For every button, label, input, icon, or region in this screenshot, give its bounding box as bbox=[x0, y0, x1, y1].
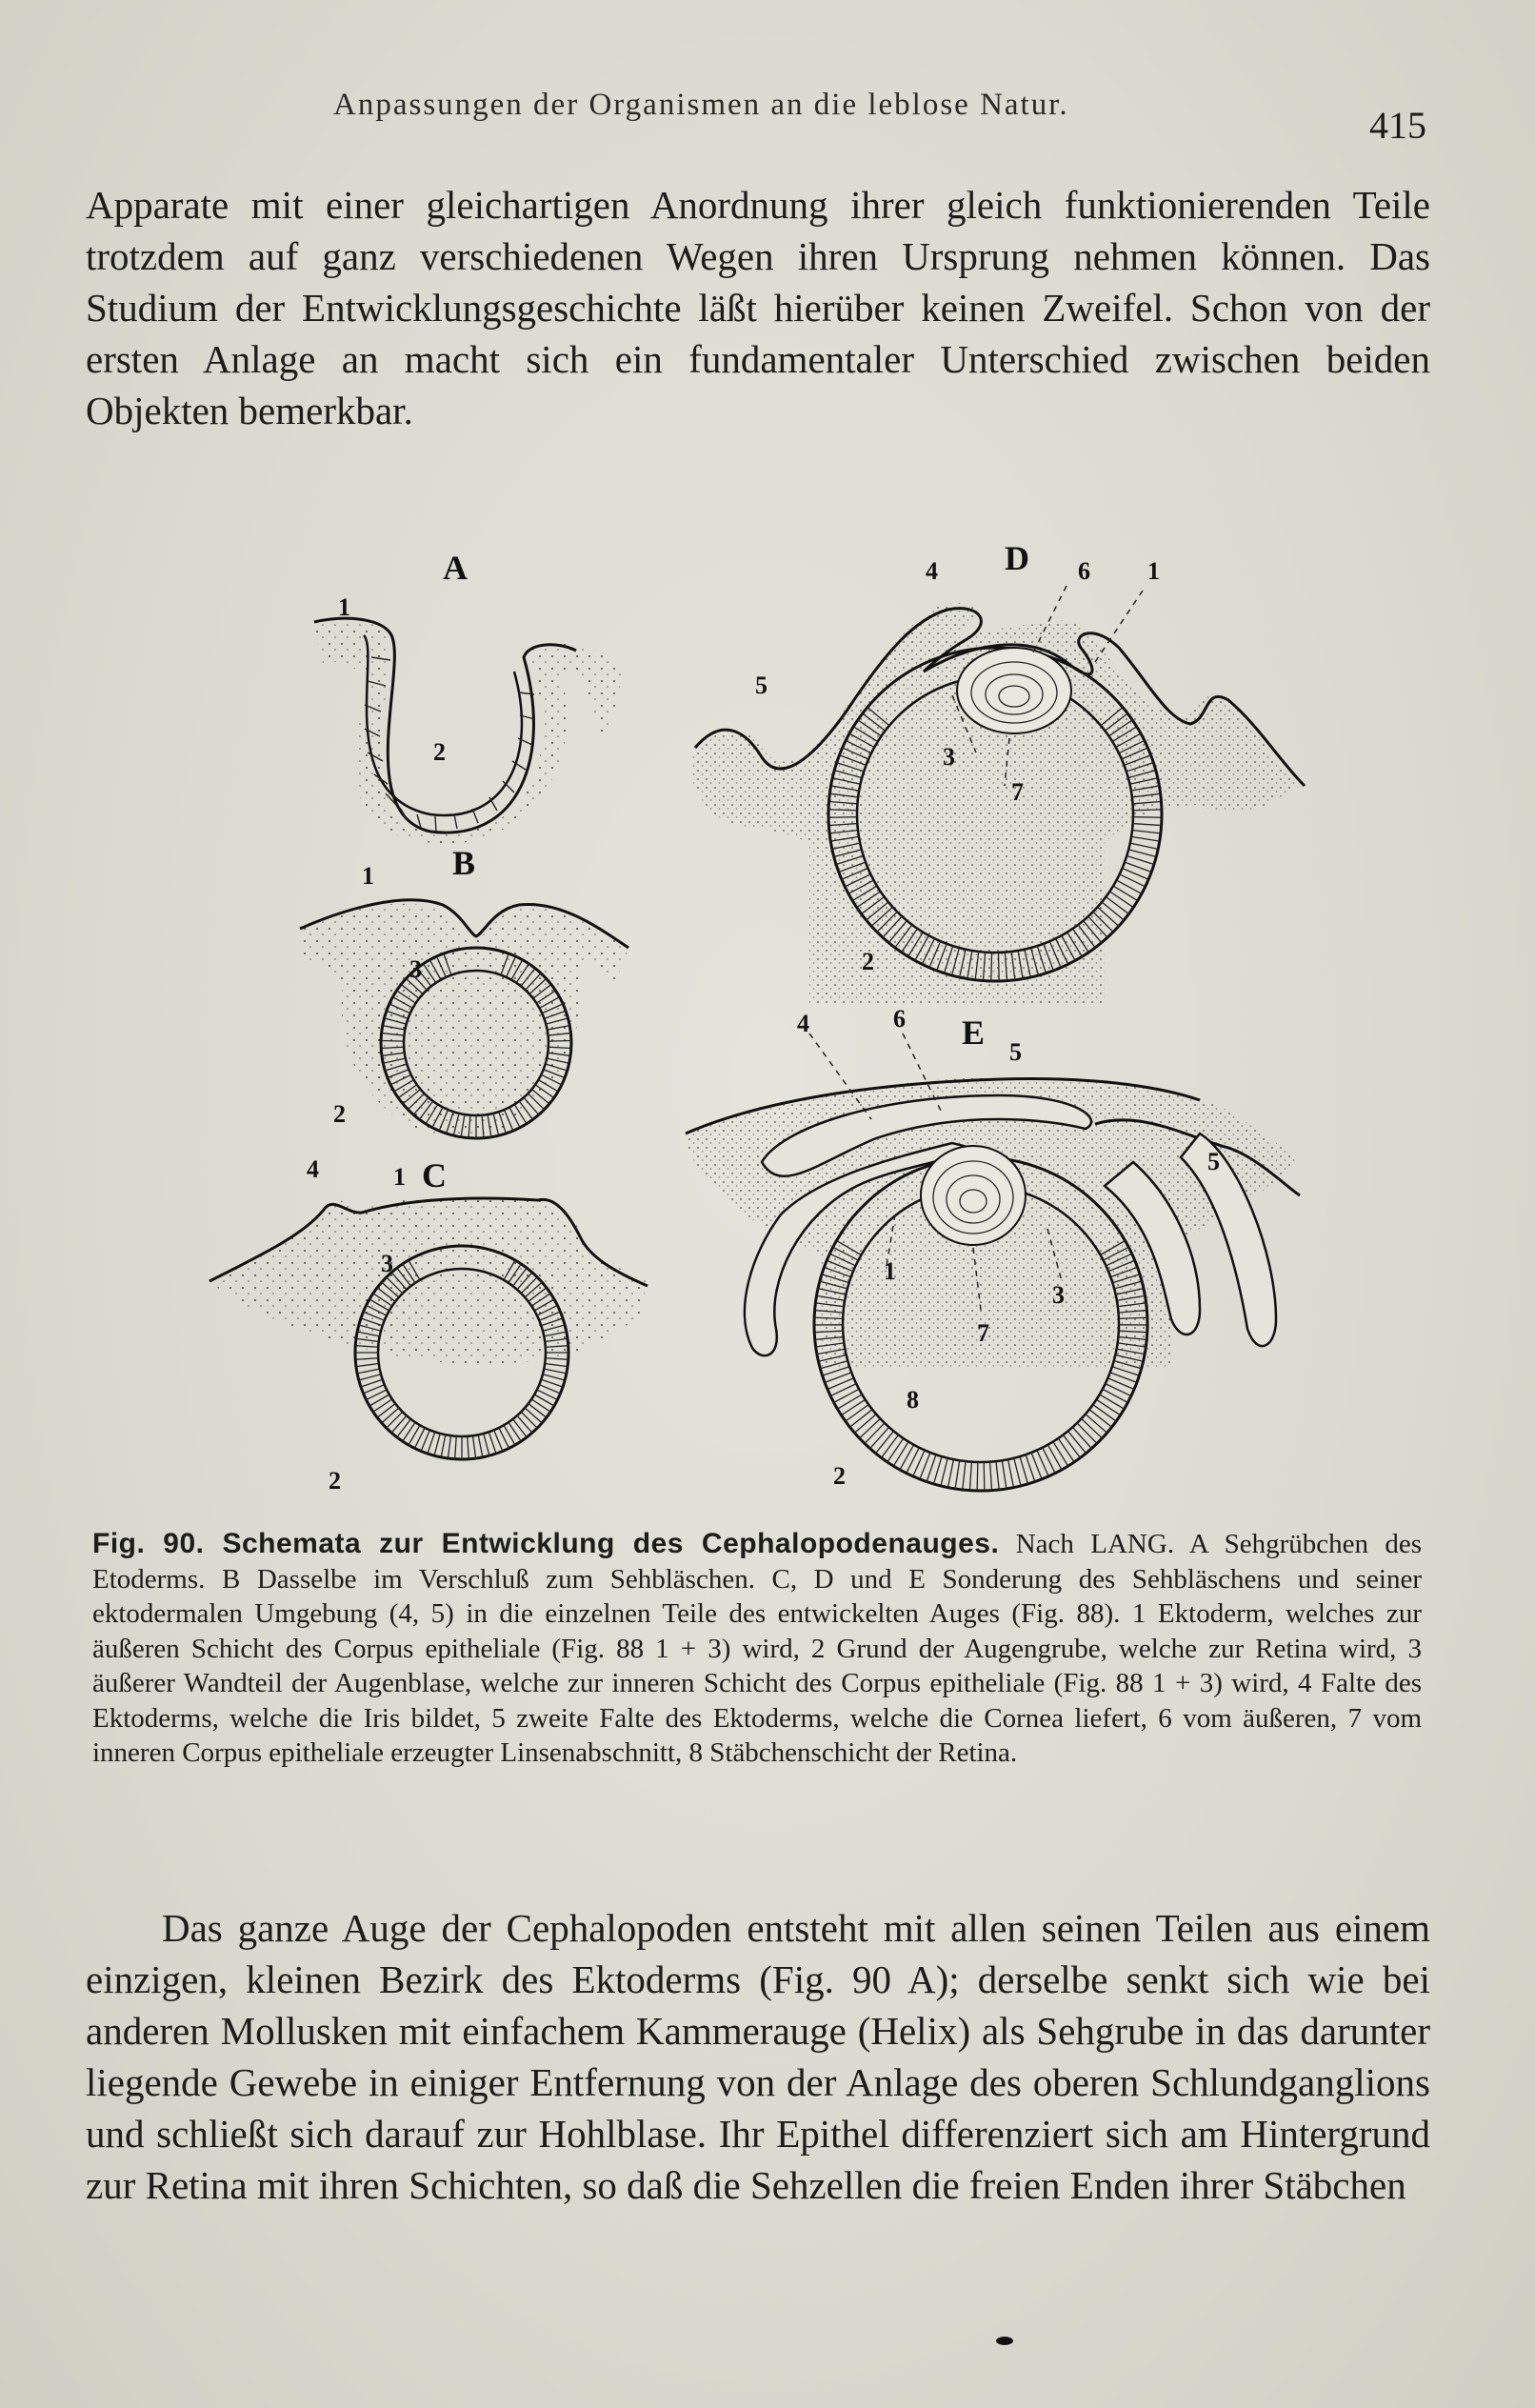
callout-4-c: 4 bbox=[307, 1155, 319, 1183]
callout-7-e: 7 bbox=[977, 1319, 989, 1347]
panel-label-b: B bbox=[452, 844, 476, 882]
callout-6-e: 6 bbox=[893, 1005, 906, 1033]
panel-label-c: C bbox=[422, 1156, 447, 1194]
callout-2-d: 2 bbox=[862, 948, 874, 975]
figure-90 bbox=[190, 529, 1333, 1519]
callout-7-d: 7 bbox=[1011, 778, 1024, 806]
callout-4-d: 4 bbox=[926, 557, 938, 585]
paragraph-top: Apparate mit einer gleichartigen Anordnung ihrer gleich funktionierenden Teile trotzdem auf ganz verschiedenen Wegen ihren Ursprung nehmen können. Das Studium der Entwicklungsgeschichte läßt hierüber keinen Zweifel. Schon von der ersten Anlage an macht sich ein fundamentaler Unterschied zwischen beiden Objekten bemerkbar. bbox=[86, 183, 1430, 432]
callout-5-e-right: 5 bbox=[1207, 1148, 1220, 1175]
panel-label-d: D bbox=[1005, 539, 1029, 577]
callout-3-e: 3 bbox=[1052, 1281, 1065, 1309]
callout-1-d: 1 bbox=[1147, 557, 1160, 585]
panel-d-drawing bbox=[691, 586, 1305, 1005]
callout-2-c: 2 bbox=[329, 1467, 341, 1495]
callout-5-e-top: 5 bbox=[1009, 1038, 1022, 1066]
panel-a-drawing bbox=[312, 618, 624, 844]
callout-1-b: 1 bbox=[362, 862, 374, 890]
panel-c-drawing bbox=[209, 1196, 648, 1459]
callout-5-d: 5 bbox=[755, 672, 768, 699]
callout-1-a: 1 bbox=[338, 593, 350, 621]
callout-3-d: 3 bbox=[943, 743, 955, 771]
callout-2-a: 2 bbox=[433, 738, 446, 766]
panel-e-drawing bbox=[686, 1033, 1300, 1491]
panel-label-a: A bbox=[443, 549, 468, 587]
page-number: 415 bbox=[1369, 104, 1426, 147]
callout-8-e: 8 bbox=[907, 1386, 919, 1414]
callout-6-d: 6 bbox=[1078, 557, 1090, 585]
running-header: Anpassungen der Organismen an die leblose Natur. bbox=[333, 88, 1069, 122]
callout-3-c: 3 bbox=[381, 1250, 393, 1277]
callout-3-b: 3 bbox=[409, 955, 422, 983]
caption-lead: Fig. 90. Schemata zur Entwicklung des Cephalopodenauges. bbox=[92, 1528, 1000, 1559]
callout-2-e: 2 bbox=[833, 1462, 846, 1490]
paragraph-bottom: Das ganze Auge der Cephalopoden entsteht mit allen seinen Teilen aus einem einzigen, kleinen Bezirk des Ektoderms (Fig. 90 A); derselbe senkt sich wie bei anderen Mollusken mit einfachem Kammerauge (Helix) als Sehgrube in das darunter liegende Gewebe in einiger Entfernung von der Anlage des oberen Schlundganglions und schließt sich darauf zur Hohlblase. Ihr Epithel differenziert sich am Hintergrund zur Retina mit ihren Schichten, so daß die Sehzellen die freien Enden ihrer Stäbchen bbox=[86, 1906, 1430, 2207]
panel-label-e: E bbox=[962, 1013, 986, 1052]
caption-text: Nach LANG. A Sehgrübchen des Etoderms. B Dasselbe im Verschluß zum Sehbläschen. C, D und E Sonderung des Sehbläschens und seiner ektodermalen Umgebung (4, 5) in die einzelnen Teile des entwickelten Auges (Fig. 88). 1 Ektoderm, welches zur äußeren Schicht des Corpus epitheliale (Fig. 88 1 + 3) wird, 2 Grund der Augengrube, welche zur Retina wird, 3 äußerer Wandteil der Augenblase, welche zur inneren Schicht des Corpus epitheliale (Fig. 88 1 + 3) wird, 4 Falte des Ektoderms, welche die Iris bildet, 5 zweite Falte des Ektoderms, welche die Cornea liefert, 6 vom äußeren, 7 vom inneren Corpus epitheliale erzeugter Linsenabschnitt, 8 Stäbchenschicht der Retina. bbox=[92, 1529, 1423, 1768]
panel-e-lens bbox=[921, 1146, 1026, 1245]
callout-2-b: 2 bbox=[333, 1100, 346, 1128]
callout-1-c: 1 bbox=[393, 1163, 406, 1191]
callout-4-e: 4 bbox=[797, 1010, 809, 1037]
panel-b-drawing bbox=[300, 900, 628, 1138]
callout-1-e: 1 bbox=[884, 1257, 896, 1285]
ink-spot bbox=[996, 2337, 1013, 2345]
panel-d-lens bbox=[957, 648, 1071, 733]
figure-caption bbox=[92, 1527, 1422, 1771]
